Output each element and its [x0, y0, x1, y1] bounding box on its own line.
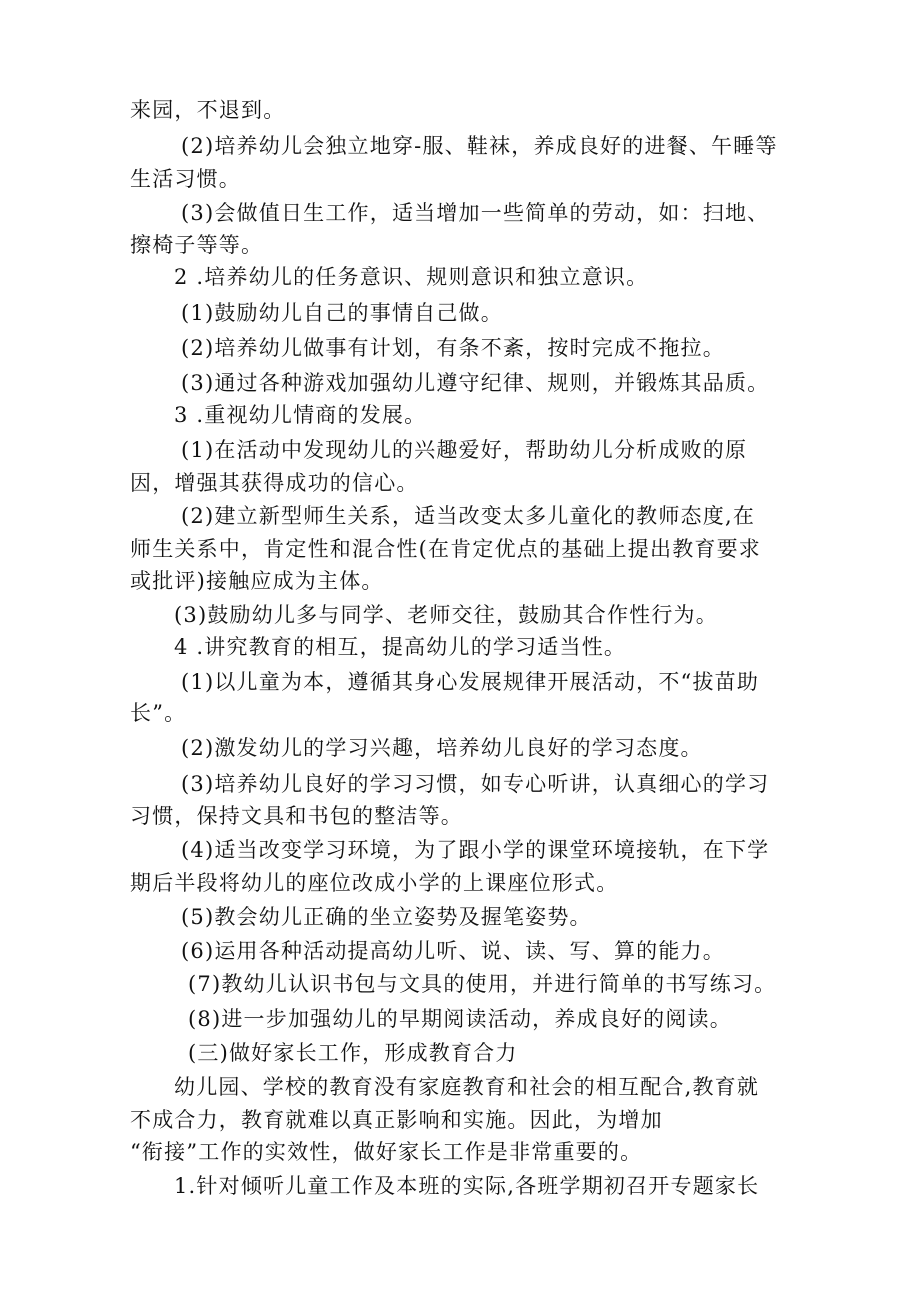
- text-line: (8)进一步加强幼儿的早期阅读活动，养成良好的阅读。: [188, 1007, 732, 1031]
- text-line: (6)运用各种活动提高幼儿听、说、读、写、算的能力。: [181, 939, 725, 963]
- text-line: (3)通过各种游戏加强幼儿遵守纪律、规则，并锻炼其品质。: [181, 371, 770, 395]
- text-line: 生活习惯。: [130, 167, 241, 191]
- text-line: 长”。: [130, 701, 187, 725]
- text-line: 擦椅子等等。: [130, 233, 264, 257]
- section-heading: 3 .重视幼儿情商的发展。: [174, 403, 427, 427]
- text-line: 幼儿园、学校的教育没有家庭教育和社会的相互配合,教育就: [174, 1075, 760, 1099]
- section-heading: (三)做好家长工作，形成教育合力: [188, 1041, 518, 1065]
- text-line: (2)建立新型师生关系，适当改变太多儿童化的教师态度,在: [181, 504, 756, 528]
- text-line: 来园，不退到。: [130, 98, 286, 122]
- text-line: 师生关系中，肯定性和混合性(在肯定优点的基础上提出教育要求: [130, 537, 761, 561]
- text-line: (2)激发幼儿的学习兴趣，培养幼儿良好的学习态度。: [181, 736, 703, 760]
- text-line: (3)鼓励幼儿多与同学、老师交往，鼓励其合作性行为。: [174, 603, 718, 627]
- text-line: (2)培养幼儿做事有计划，有条不紊，按时完成不拖拉。: [181, 336, 725, 360]
- text-line: (4)适当改变学习环境，为了跟小学的课堂环境接轨，在下学: [181, 838, 770, 862]
- text-line: 1.针对倾听儿童工作及本班的实际,各班学期初召开专题家长: [174, 1174, 760, 1198]
- text-line: 期后半段将幼儿的座位改成小学的上课座位形式。: [130, 871, 619, 895]
- text-line: (3)培养幼儿良好的学习习惯，如专心听讲，认真细心的学习: [181, 772, 770, 796]
- text-line: 习惯，保持文具和书包的整洁等。: [130, 804, 463, 828]
- section-heading: 4 .讲究教育的相互，提高幼儿的学习适当性。: [174, 635, 627, 659]
- text-line: 不成合力，教育就难以真正影响和实施。因此，为增加: [130, 1108, 663, 1132]
- text-line: (2)培养幼儿会独立地穿-服、鞋袜，养成良好的进餐、午睡等: [181, 134, 778, 158]
- text-line: (1)在活动中发现幼儿的兴趣爱好，帮助幼儿分析成败的原: [181, 438, 748, 462]
- text-line: (1)鼓励幼儿自己的事情自己做。: [181, 301, 503, 325]
- text-line: (7)教幼儿认识书包与文具的使用，并进行简单的书写练习。: [188, 972, 777, 996]
- text-line: (1)以儿童为本，遵循其身心发展规律开展活动，不“拔苗助: [181, 670, 760, 694]
- text-line: 或批评)接触应成为主体。: [130, 569, 384, 593]
- text-line: “衔接”工作的实效性，做好家长工作是非常重要的。: [130, 1140, 643, 1164]
- section-heading: 2 .培养幼儿的任务意识、规则意识和独立意识。: [174, 265, 649, 289]
- text-line: 因，增强其获得成功的信心。: [130, 471, 419, 495]
- text-line: (3)会做值日生工作，适当增加一些简单的劳动，如：扫地、: [181, 201, 770, 225]
- text-line: (5)教会幼儿正确的坐立姿势及握笔姿势。: [181, 905, 592, 929]
